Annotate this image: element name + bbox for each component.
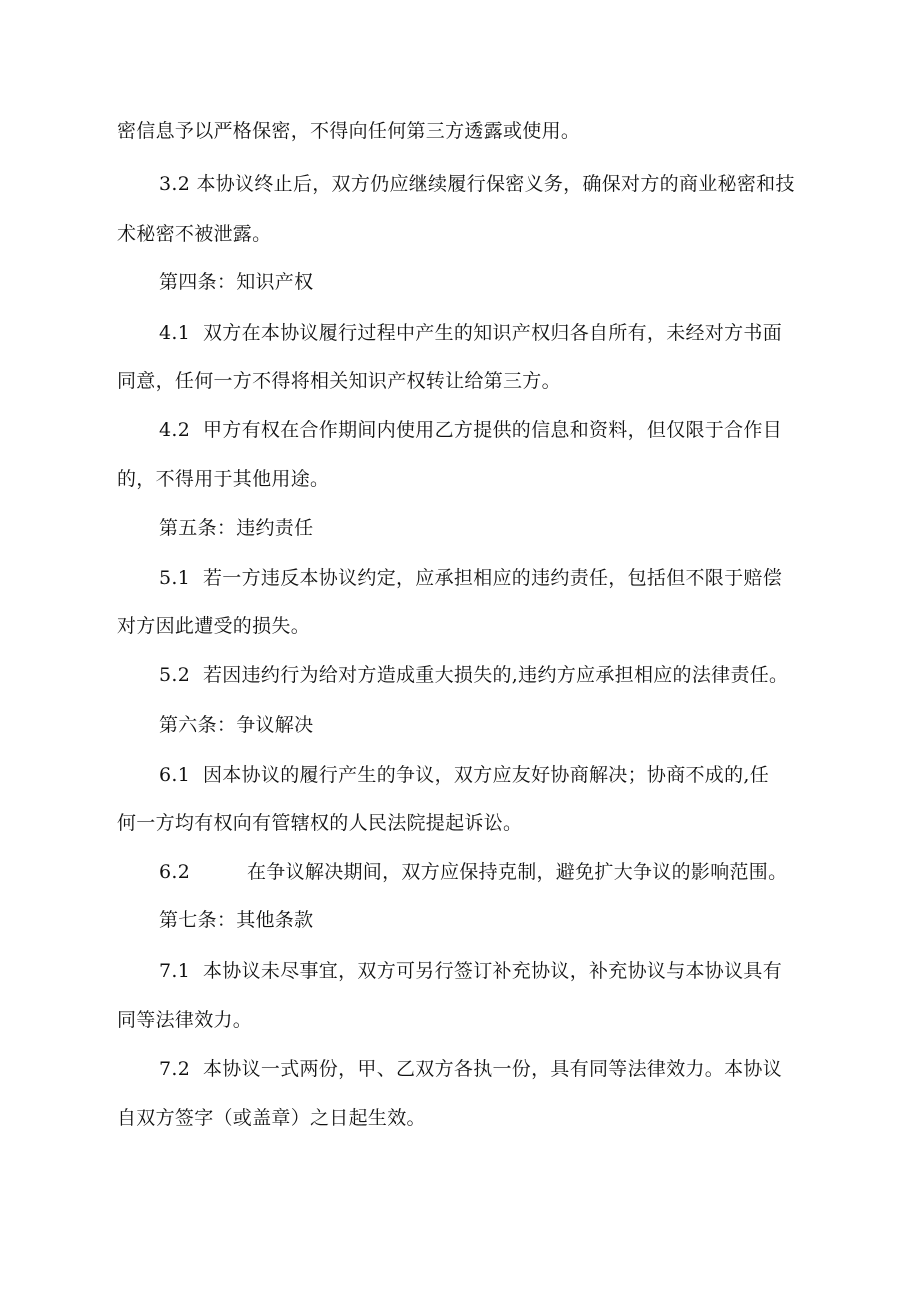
line-text: 密信息予以严格保密，不得向任何第三方透露或使用。: [117, 120, 581, 142]
line-text: 对方因此遭受的损失。: [117, 615, 311, 637]
clause-7-1-line: [159, 959, 782, 983]
line-text: 的，不得用于其他用途。: [117, 468, 330, 490]
clause-number: 4.2: [159, 419, 191, 441]
line-text: 本协议未尽事宜，双方可另行签订补充协议，补充协议与本协议具有: [203, 960, 783, 982]
body-line: [117, 1106, 426, 1130]
body-line: [117, 811, 522, 835]
line-text: 若因违约行为给对方造成重大损失的,违约方应承担相应的法律责任。: [203, 664, 789, 686]
line-text: 因本协议的履行产生的争议，双方应友好协商解决；协商不成的,任: [203, 764, 770, 786]
clause-5-2-line: [159, 663, 788, 687]
line-text: 双方在本协议履行过程中产生的知识产权归各自所有，未经对方书面: [203, 322, 783, 344]
line-text: 3.2 本协议终止后，双方仍应继续履行保密义务，确保对方的商业秘密和技: [159, 173, 795, 195]
clause-3-2-line: [159, 172, 795, 196]
body-line: [117, 222, 271, 246]
line-text: 甲方有权在合作期间内使用乙方提供的信息和资料，但仅限于合作目: [203, 419, 783, 441]
clause-number: 5.1: [159, 567, 191, 589]
section-heading-7: [159, 908, 313, 932]
clause-4-1-line: [159, 321, 782, 345]
heading-text: 第七条：其他条款: [159, 909, 314, 931]
heading-text: 第四条：知识产权: [159, 271, 314, 293]
clause-6-1-line: [159, 763, 769, 787]
clause-number: 7.1: [159, 960, 191, 982]
heading-text: 第五条：违约责任: [159, 517, 314, 539]
section-heading-5: [159, 516, 313, 540]
clause-number: 6.1: [159, 764, 191, 786]
clause-4-2-line: [159, 418, 782, 442]
line-text: 术秘密不被泄露。: [117, 223, 272, 245]
line-text: 在争议解决期间，双方应保持克制，避免扩大争议的影响范围。: [247, 861, 788, 883]
clause-5-1-line: [159, 566, 782, 590]
clause-number: 4.1: [159, 322, 191, 344]
line-text: 若一方违反本协议约定，应承担相应的违约责任，包括但不限于赔偿: [203, 567, 783, 589]
line-text: 同等法律效力。: [117, 1009, 253, 1031]
body-line: [117, 369, 561, 393]
heading-text: 第六条：争议解决: [159, 714, 314, 736]
clause-6-2-line: [159, 860, 787, 884]
body-line: [117, 119, 580, 143]
line-text: 同意，任何一方不得将相关知识产权转让给第三方。: [117, 370, 561, 392]
body-line: [117, 614, 310, 638]
clause-number: 5.2: [159, 664, 191, 686]
line-text: 自双方签字（或盖章）之日起生效。: [117, 1107, 426, 1129]
section-heading-4: [159, 270, 313, 294]
clause-number: 7.2: [159, 1058, 191, 1080]
clause-number: 6.2: [159, 861, 191, 883]
body-line: [117, 1008, 252, 1032]
line-text: 何一方均有权向有管辖权的人民法院提起诉讼。: [117, 812, 523, 834]
body-line: [117, 467, 329, 491]
line-text: 本协议一式两份，甲、乙双方各执一份，具有同等法律效力。本协议: [203, 1058, 783, 1080]
section-heading-6: [159, 713, 313, 737]
clause-7-2-line: [159, 1057, 782, 1081]
